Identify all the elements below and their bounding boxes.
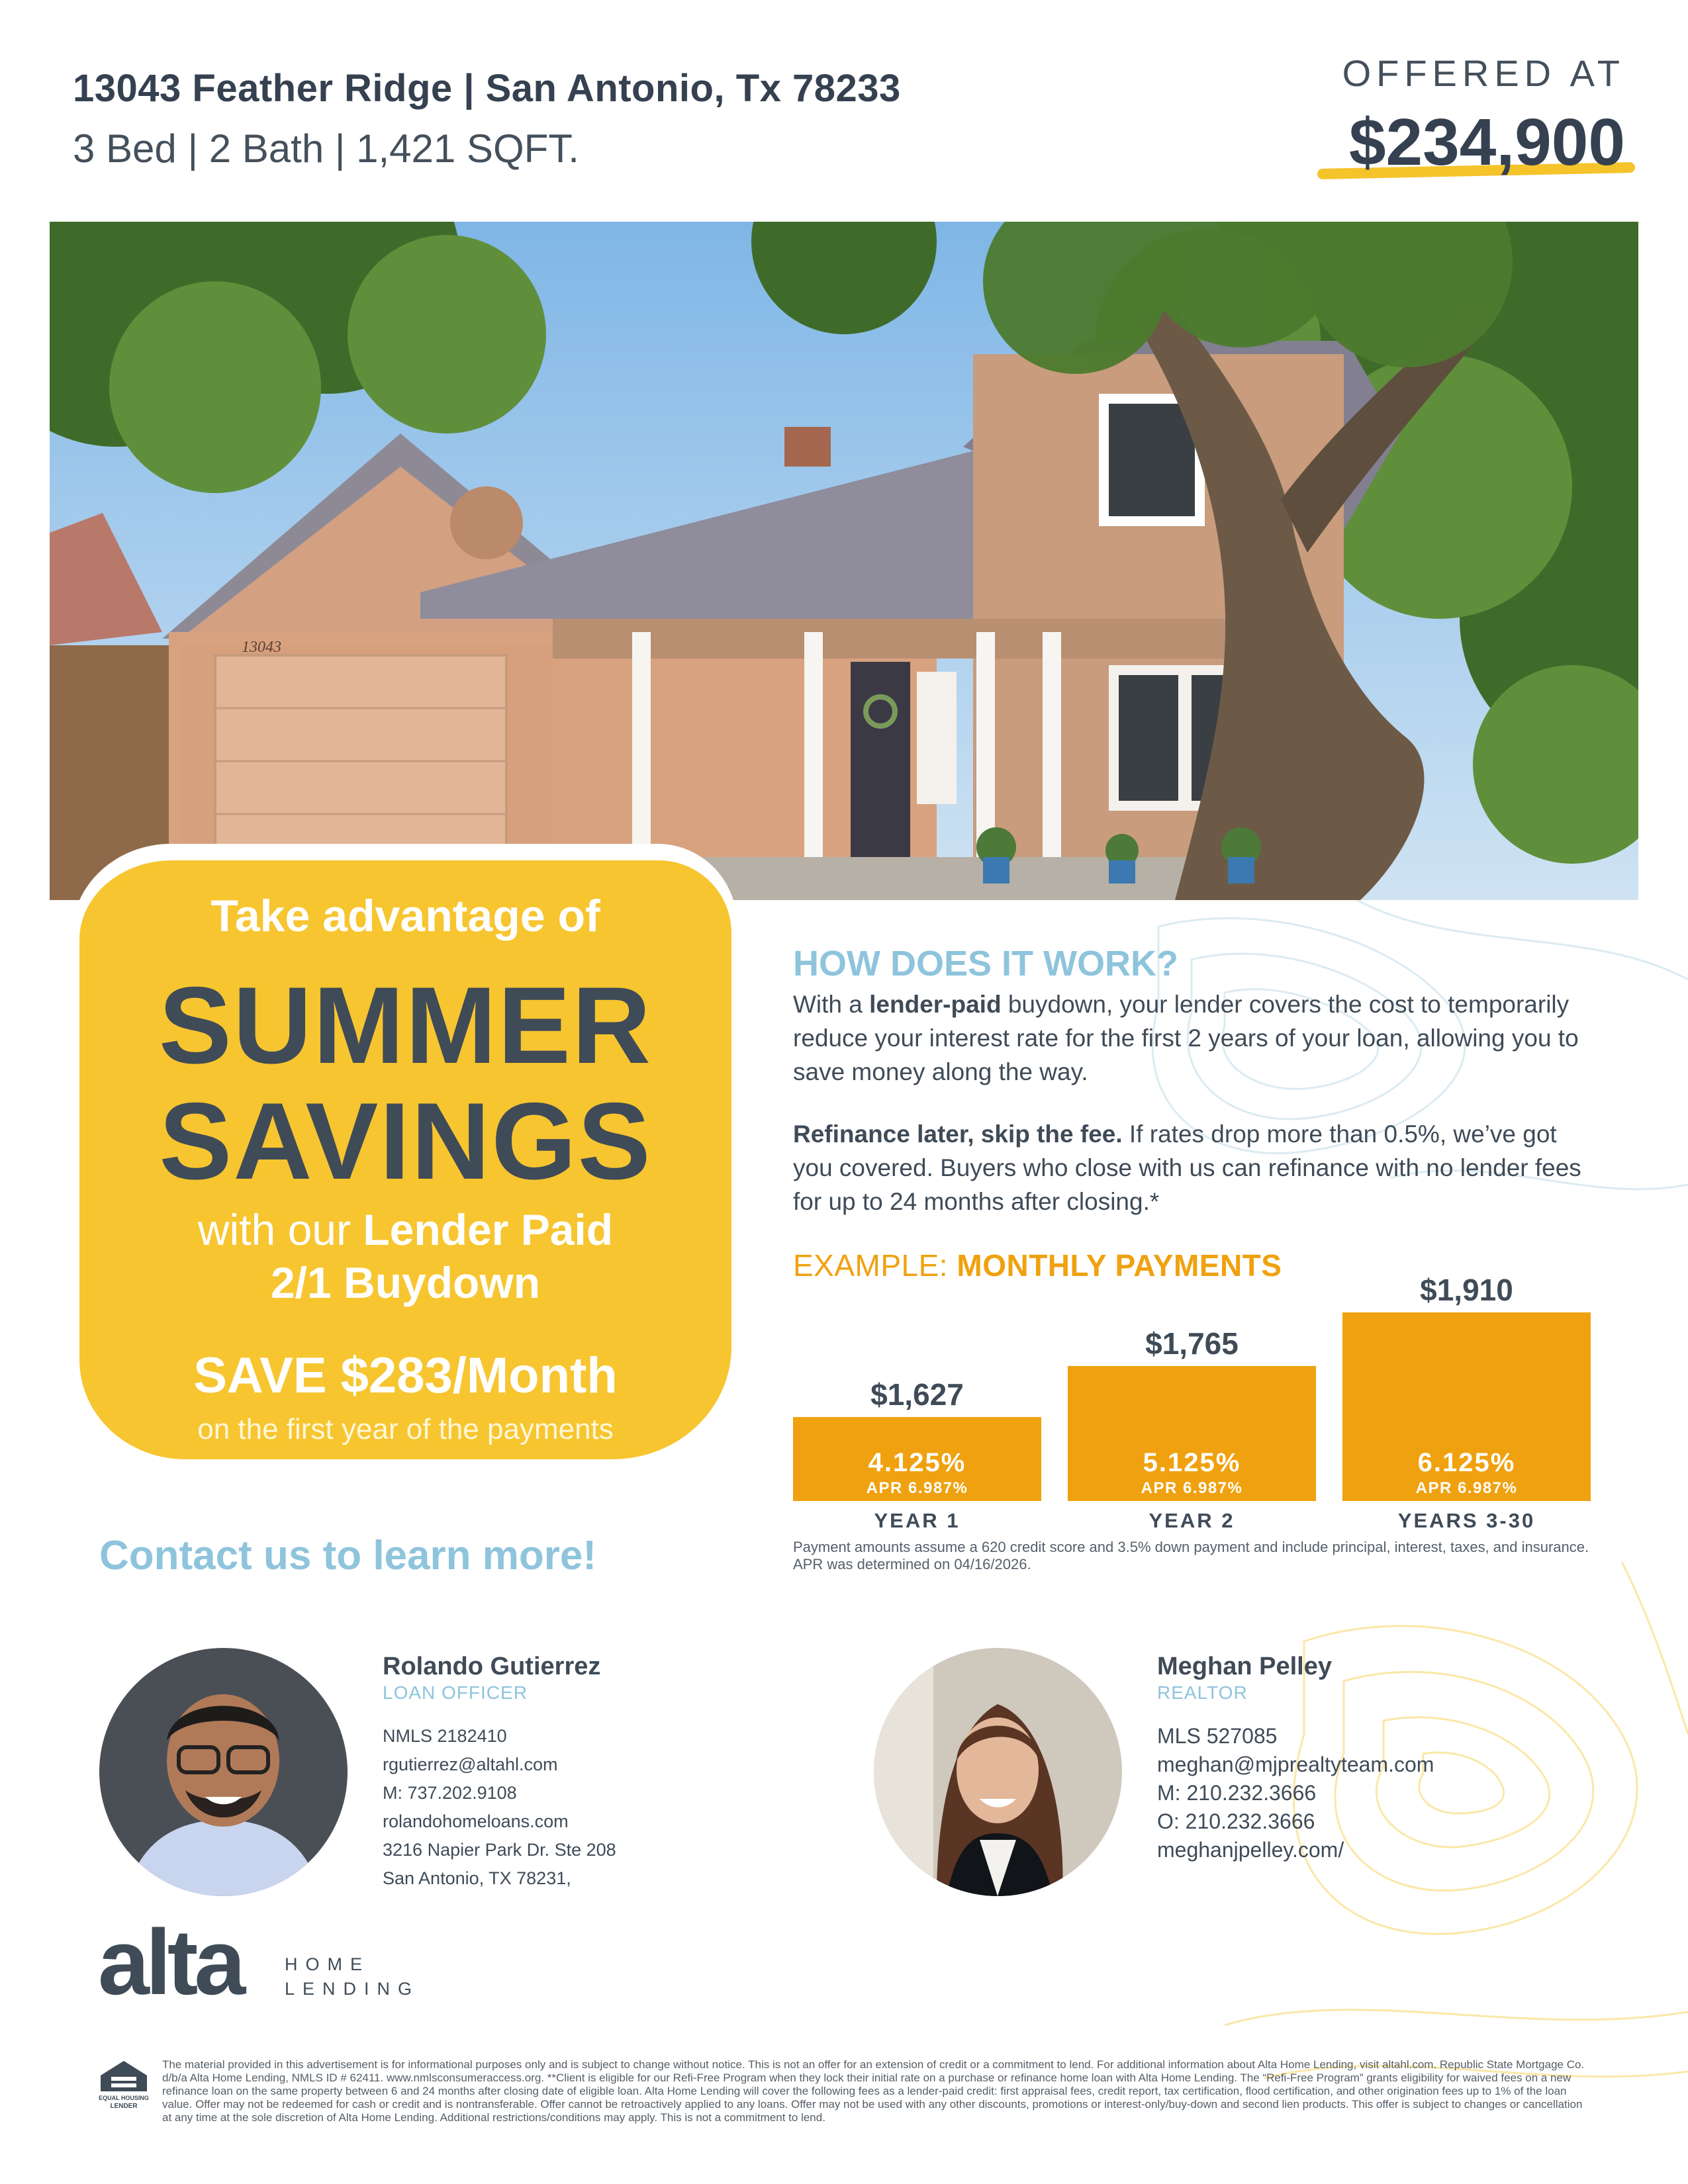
loan-officer-role: LOAN OFFICER [383, 1682, 528, 1703]
bar-apr-label: APR 6.987% [1141, 1479, 1243, 1497]
bar-rate-label: 5.125% [1143, 1448, 1241, 1477]
loan-officer-photo [99, 1648, 348, 1896]
alta-logo [98, 1910, 242, 2014]
p1-bold: lender-paid [869, 991, 1002, 1018]
p1-text-a: With a [793, 991, 870, 1018]
realtor-email[interactable]: meghan@mjprealtyteam.com [1157, 1752, 1434, 1776]
realtor-name: Meghan Pelley [1157, 1653, 1332, 1680]
chart-footnote: Payment amounts assume a 620 credit score and 3.5% down payment and include principal, interest, taxes, and insurance. APR was determined on 04/16/2026. [793, 1539, 1589, 1572]
house-photo [50, 222, 1638, 900]
bar-category-label: YEAR 1 [874, 1509, 961, 1532]
contact-cta: Contact us to learn more! [99, 1533, 596, 1578]
loan-officer-address-1: 3216 Napier Park Dr. Ste 208 [383, 1840, 616, 1860]
alta-logo-home: HOME [285, 1954, 370, 1974]
how-it-works-title: HOW DOES IT WORK? [793, 944, 1178, 983]
bar-value-label: $1,627 [870, 1377, 964, 1412]
promo-line-4 [79, 1205, 731, 1255]
promo-headline-savings: SAVINGS [159, 1080, 652, 1202]
bar-category-label: YEARS 3-30 [1397, 1509, 1536, 1532]
promo-headline-summer: SUMMER [158, 964, 653, 1086]
monthly-payments-chart [791, 1261, 1599, 1539]
promo-line-1: Take advantage of [211, 891, 600, 941]
promo-save: SAVE $283/Month [193, 1347, 618, 1404]
alta-logo-word: alta [98, 1910, 242, 2014]
realtor-info [1157, 1652, 1434, 1864]
realtor-website[interactable]: meghanjpelley.com/ [1157, 1838, 1344, 1862]
listing-price: $234,900 [1348, 105, 1625, 179]
promo-save-note: on the first year of the payments [197, 1413, 614, 1445]
offered-at-label: OFFERED AT [1342, 52, 1625, 94]
loan-officer-phone[interactable]: M: 737.202.9108 [383, 1783, 517, 1803]
how-it-works-paragraph-2 [793, 1117, 1587, 1218]
ehl-line-1: EQUAL HOUSING [99, 2095, 149, 2101]
property-address: 13043 Feather Ridge | San Antonio, Tx 78233 [73, 67, 901, 110]
alta-logo-subtext [285, 1952, 420, 2001]
loan-officer-website[interactable]: rolandohomeloans.com [383, 1811, 569, 1831]
property-specs: 3 Bed | 2 Bath | 1,421 SQFT. [73, 126, 579, 171]
loan-officer-nmls: NMLS 2182410 [383, 1726, 507, 1746]
realtor-mobile[interactable]: M: 210.232.3666 [1157, 1781, 1317, 1805]
realtor-office[interactable]: O: 210.232.3666 [1157, 1809, 1315, 1833]
bar-apr-label: APR 6.987% [1415, 1479, 1518, 1497]
loan-officer-email[interactable]: rgutierrez@altahl.com [383, 1754, 558, 1774]
bar-rate-label: 4.125% [868, 1448, 966, 1477]
bar-apr-label: APR 6.987% [866, 1479, 968, 1497]
p2-text-b: If rates drop more than 0.5%, we’ve got you covered. Buyers who close with us can refinance with no lender fees for up to 24 months after closing.* [793, 1120, 1581, 1215]
ehl-line-2: LENDER [110, 2103, 138, 2110]
bar-value-label: $1,910 [1420, 1273, 1513, 1307]
house-number: 13043 [242, 639, 281, 656]
equal-housing-lender-icon [97, 2058, 151, 2111]
alta-logo-lending: LENDING [285, 1979, 420, 1999]
legal-disclaimer: The material provided in this advertisement is for informational purposes only and is subject to change without notice. This is not an offer for an extension of credit or a commitment to lend. For additional information about Alta Home Lending, visit altahl.com. Republic State Mortgage Co. d/b/a Alta Home Lending, NMLS ID # 62411. www.nmlsconsumeraccess.org. **Client is eligible for our Refi-Free Program when they lock their initial rate on a purchase or refinance home loan with Alta Home Lending. The “Refi-Free Program” grants eligibility for waived fees on a new refinance loan on the same property between 6 and 24 months after closing date of eligible loan. Alta Home Lending will cover the following fees as a lender-paid credit: first appraisal fees, credit report, tax certification, flood certification, and other origination fees up to 1% of the loan value. Offer may not be redeemed for cash or credit and is nontransferable. Offer cannot be retroactively applied to any loans. Offer may not be used with any other discounts, promotions or interest-only/buy-down and second lien products. This offer is subject to changes or cancellation at any time at the sole discretion of Alta Home Lending. Additional restrictions/conditions may apply. This is not a commitment to lend. [162, 2058, 1585, 2124]
p1-text-b: buydown, your lender covers the cost to temporarily reduce your interest rate for the first 2 years of your loan, allowing you to save money along the way. [793, 991, 1579, 1085]
realtor-photo [874, 1648, 1122, 1896]
example-label-bold: MONTHLY PAYMENTS [957, 1248, 1282, 1283]
bar-category-label: YEAR 2 [1149, 1509, 1235, 1532]
bar-rate-label: 6.125% [1417, 1448, 1516, 1477]
loan-officer-address-2: San Antonio, TX 78231, [383, 1868, 571, 1888]
example-label-prefix: EXAMPLE: [793, 1248, 957, 1283]
bar-value-label: $1,765 [1145, 1326, 1239, 1361]
realtor-mls: MLS 527085 [1157, 1724, 1278, 1748]
loan-officer-name: Rolando Gutierrez [383, 1653, 601, 1680]
promo-line-4-bold: Lender Paid [363, 1205, 614, 1254]
p2-bold: Refinance later, skip the fee. [793, 1120, 1123, 1148]
realtor-role: REALTOR [1157, 1682, 1248, 1703]
loan-officer-info [383, 1652, 616, 1893]
how-it-works-paragraph-1 [793, 987, 1587, 1089]
promo-line-5: 2/1 Buydown [270, 1258, 541, 1307]
promo-line-4-prefix: with our [197, 1205, 363, 1254]
